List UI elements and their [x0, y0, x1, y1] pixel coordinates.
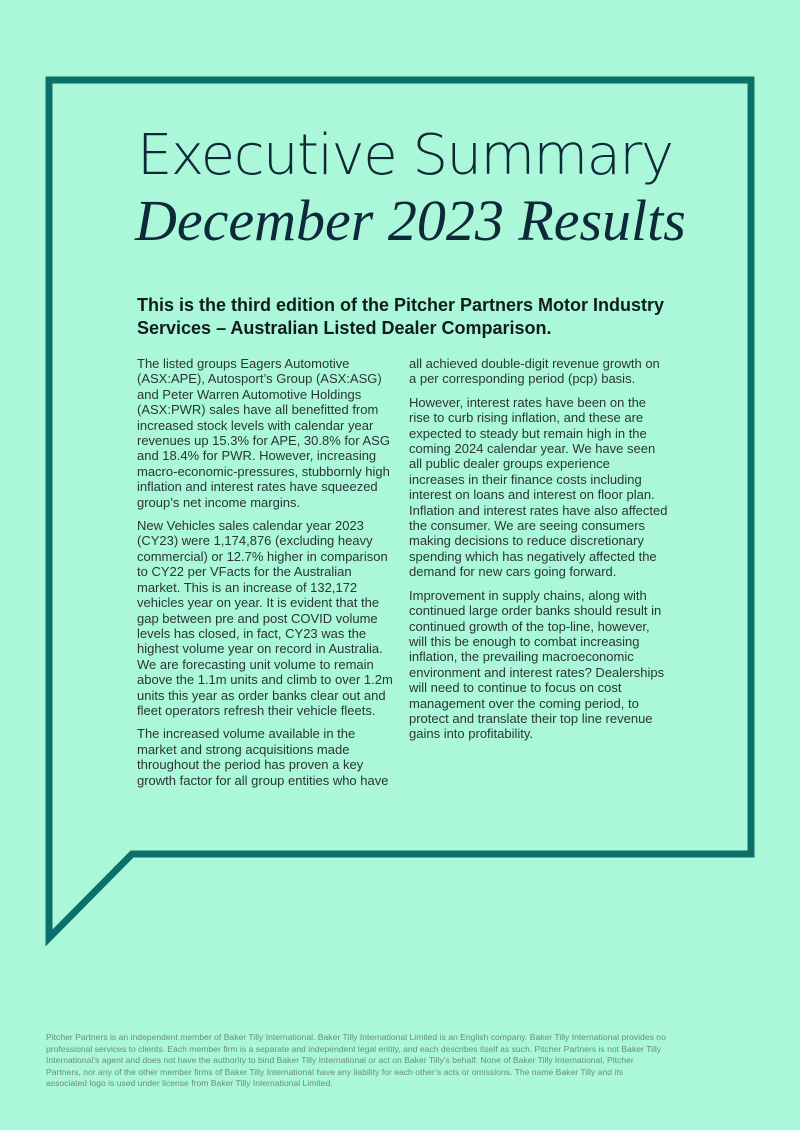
right-column [409, 356, 669, 750]
left-paragraph-1: The listed groups Eagers Automotive (ASX:APE), Autosport’s Group (ASX:ASG) and Peter Warren Automotive Holdings (ASX:PWR) sales have all benefitted from increased stock levels with calendar year revenues up 15.3% for APE, 30.8% for ASG and 18.4% for PWR. However, increasing macro-economic-pressures, stubbornly high inflation and interest rates have squeezed group’s net income margins. [137, 356, 390, 510]
left-paragraph-2: New Vehicles sales calendar year 2023 (CY23) were 1,174,876 (excluding heavy commercial) or 12.7% higher in comparison to CY22 per VFacts for the Australian market. This is an increase of 132,172 vehicles year on year. It is evident that the gap between pre and post COVID volume levels has closed, in fact, CY23 was the highest volume year on record in Australia. We are forecasting unit volume to remain above the 1.1m units and climb to over 1.2m units this year as order banks clear out and fleet operators refresh their vehicle fleets. [137, 518, 393, 718]
left-paragraph-3: The increased volume available in the market and strong acquisitions made throughout the period has proven a key growth factor for all group entities who have [137, 726, 389, 788]
right-paragraph-1: all achieved double-digit revenue growth on a per corresponding period (pcp) basis. [409, 356, 660, 387]
page-subtitle: December 2023 Results [135, 188, 686, 253]
right-paragraph-2: However, interest rates have been on the rise to curb rising inflation, and these are expected to steady but remain high in the coming 2024 calendar year. We have seen all public dealer groups experience increases in their finance costs including interest on loans and interest on floor plan. Inflation and interest rates have also affected the consumer. We are seeing consumers making decisions to reduce discretionary spending which has negatively affected the demand for new cars going forward. [409, 394, 668, 580]
left-column [137, 356, 397, 796]
legal-disclaimer: Pitcher Partners is an independent member of Baker Tilly International. Baker Tilly International Limited is an English company. Baker Tilly International provides no professional services to clients. Each member firm is a separate and independent legal entity, and each describes itself as such. Pitcher Partners is not Baker Tilly International’s agent and does not have the authority to bind Baker Tilly International or act on Baker Tilly’s behalf. None of Baker Tilly International, Pitcher Partners, nor any of the other member firms of Baker Tilly International have any liability for each other’s acts or omissions. The name Baker Tilly and its associated logo is used under license from Baker Tilly International Limited. [46, 1032, 666, 1089]
page-title: Executive Summary [137, 123, 673, 188]
right-paragraph-3: Improvement in supply chains, along with continued large order banks should result in continued growth of the top-line, however, will this be enough to combat increasing inflation, the prevailing macroeconomic environment and interest rates? Dealerships will need to continue to focus on cost management over the coming period, to protect and translate their top line revenue gains into profitability. [409, 587, 665, 742]
lead-paragraph: This is the third edition of the Pitcher Partners Motor Industry Services – Australian Listed Dealer Comparison. [137, 295, 665, 338]
